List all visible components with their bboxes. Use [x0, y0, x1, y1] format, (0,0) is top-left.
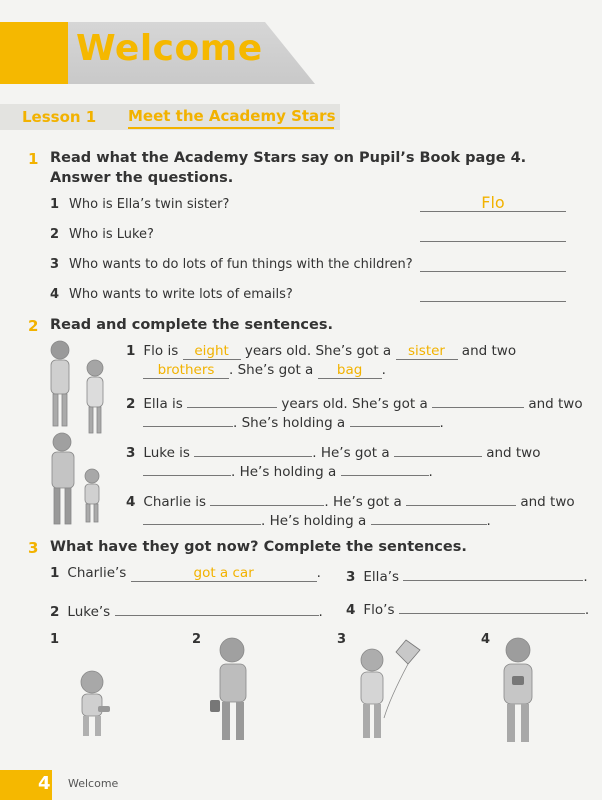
exercise-3-title: What have they got now? Complete the sentences.: [50, 539, 467, 555]
sentence-text: . She’s holding a: [233, 415, 346, 431]
sentence-2-line1: [126, 392, 583, 412]
picture-number-2: 2: [192, 632, 202, 647]
sentence-text: and two: [486, 445, 541, 461]
answer-field-4[interactable]: [420, 286, 566, 302]
sentence-text: .: [381, 362, 386, 378]
answer-field[interactable]: got a car: [131, 566, 317, 582]
blank-siblings[interactable]: brothers: [143, 363, 229, 379]
item-number: 2: [50, 604, 60, 620]
sentence-text: . He’s holding a: [261, 513, 367, 529]
sentence-text: Flo is: [143, 343, 179, 359]
sentence-3-line2: [143, 460, 433, 480]
sentence-1-line1: [126, 343, 516, 360]
sentence-text: years old. She’s got a: [281, 396, 428, 412]
sentence-text: . He’s got a: [324, 494, 402, 510]
sentence-text: Luke is: [143, 445, 190, 461]
blank-sibling[interactable]: sister: [396, 344, 458, 360]
item-number: 4: [346, 602, 356, 618]
exercise-3-number: 3: [28, 539, 39, 557]
blank-object[interactable]: bag: [318, 363, 382, 379]
blank-sibling[interactable]: [394, 441, 482, 457]
sentence-text: Ella is: [143, 396, 183, 412]
sentence-2-line2: [143, 411, 444, 431]
item-end: .: [584, 602, 590, 618]
item-number: 3: [346, 569, 356, 585]
girl-figure-2: [87, 360, 103, 433]
blank-sibling[interactable]: [432, 392, 524, 408]
answer-field[interactable]: [403, 565, 583, 581]
luke-picture: [208, 634, 258, 746]
girl-figure: [51, 341, 69, 426]
exercise-2-number: 2: [28, 317, 39, 335]
blank-object[interactable]: [371, 509, 487, 525]
lesson-title: Meet the Academy Stars: [128, 107, 336, 125]
page-title: Welcome: [76, 28, 263, 69]
question-1: [50, 197, 229, 212]
item-label: Charlie’s: [67, 565, 127, 581]
item-label: Ella’s: [363, 569, 400, 585]
question-number: 2: [50, 227, 60, 242]
flo-picture: [496, 634, 540, 748]
exercise-2-title: Read and complete the sentences.: [50, 317, 333, 333]
item-end: .: [583, 569, 588, 585]
item-end: .: [316, 565, 321, 581]
ella-picture: [350, 638, 430, 748]
lesson-underline: [128, 127, 334, 129]
question-3: [50, 257, 413, 272]
sentence-number: 3: [126, 445, 136, 461]
question-2: [50, 227, 154, 242]
question-4: [50, 287, 293, 302]
ex3-item-3: [346, 565, 588, 585]
item-label: Luke’s: [67, 604, 111, 620]
blank-age[interactable]: [187, 392, 277, 408]
blank-age[interactable]: [210, 490, 324, 506]
sentence-text: years old. She’s got a: [244, 343, 392, 359]
sentence-number: 4: [126, 494, 136, 510]
blank-sibling[interactable]: [406, 490, 516, 506]
blank-siblings[interactable]: [143, 509, 261, 525]
sentence-text: .: [439, 415, 444, 431]
question-number: 1: [50, 197, 60, 212]
sentence-text: . He’s got a: [312, 445, 390, 461]
answer-field[interactable]: [115, 600, 319, 616]
header-accent: [0, 22, 68, 84]
question-text: Who is Ella’s twin sister?: [69, 197, 230, 212]
sentence-text: .: [428, 464, 433, 480]
blank-siblings[interactable]: [143, 460, 231, 476]
boy-figure: [85, 469, 99, 522]
question-text: Who wants to do lots of fun things with the children?: [69, 257, 413, 272]
sentence-number: 1: [126, 343, 136, 359]
sentence-4-line2: [143, 509, 491, 529]
exercise-1-title-line2: Answer the questions.: [50, 170, 234, 186]
item-end: .: [318, 604, 323, 620]
blank-object[interactable]: [350, 411, 440, 427]
academy-stars-illustration: [40, 338, 120, 528]
answer-field-2[interactable]: [420, 226, 566, 242]
answer-field-1[interactable]: Flo: [420, 196, 566, 212]
blank-siblings[interactable]: [143, 411, 233, 427]
sentence-number: 2: [126, 396, 136, 412]
question-text: Who is Luke?: [69, 227, 154, 242]
answer-field[interactable]: [399, 598, 585, 614]
question-text: Who wants to write lots of emails?: [69, 287, 293, 302]
ex3-item-1: [50, 565, 321, 582]
sentence-text: . She’s got a: [229, 362, 314, 378]
sentence-text: .: [486, 513, 491, 529]
footer-text: Welcome: [68, 777, 119, 790]
sentence-3-line1: [126, 441, 541, 461]
sentence-text: and two: [461, 343, 517, 359]
exercise-1-number: 1: [28, 150, 39, 168]
question-number: 4: [50, 287, 60, 302]
blank-age[interactable]: eight: [183, 344, 241, 360]
blank-object[interactable]: [341, 460, 429, 476]
ex3-item-2: [50, 600, 323, 620]
ex3-item-4: [346, 598, 589, 618]
sentence-text: and two: [528, 396, 583, 412]
lesson-label: Lesson 1: [22, 108, 97, 126]
exercise-1-title-line1: Read what the Academy Stars say on Pupil’s Book page 4.: [50, 150, 527, 166]
question-number: 3: [50, 257, 60, 272]
man-figure: [52, 433, 74, 524]
sentence-text: and two: [520, 494, 575, 510]
charlie-picture: [74, 668, 114, 748]
picture-number-1: 1: [50, 632, 60, 647]
sentence-1-line2: [143, 362, 386, 379]
sentence-text: Charlie is: [143, 494, 207, 510]
blank-age[interactable]: [194, 441, 312, 457]
page-number: 4: [38, 773, 51, 794]
item-label: Flo’s: [363, 602, 395, 618]
item-number: 1: [50, 565, 60, 581]
sentence-4-line1: [126, 490, 575, 510]
answer-field-3[interactable]: [420, 256, 566, 272]
picture-number-4: 4: [481, 632, 491, 647]
sentence-text: . He’s holding a: [231, 464, 337, 480]
picture-number-3: 3: [337, 632, 347, 647]
